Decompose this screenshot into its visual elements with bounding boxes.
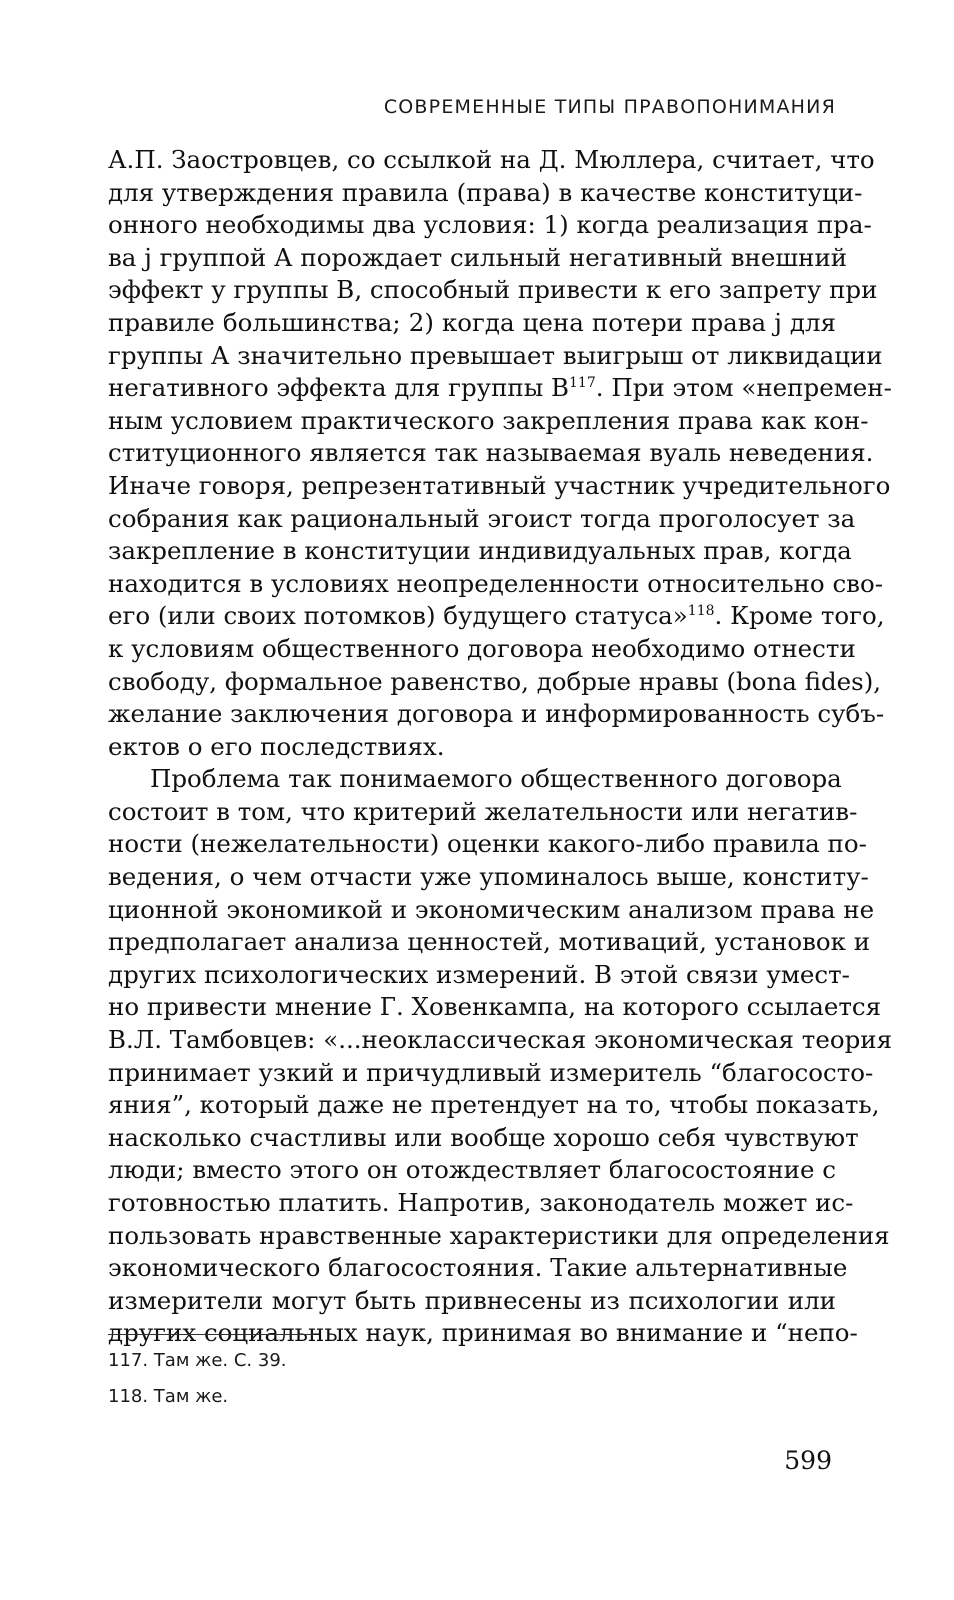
text-line: других психологических измерений. В этой связи умест- [108, 959, 850, 989]
text-line: готовностью платить. Напротив, законодатель может ис- [108, 1188, 854, 1217]
text-line: В.Л. Тамбовцев: «...неоклассическая экономическая теория [108, 1025, 893, 1055]
text-line: яния”, который даже не претендует на то, чтобы показать, [108, 1090, 880, 1120]
text-line: ституционного является так называемая вуаль неведения. [108, 438, 874, 468]
footnote-117: 117. Там же. С. 39. [108, 1350, 287, 1371]
text-line: предполагает анализа ценностей, мотиваций, установок и [108, 927, 871, 957]
text-line: других социальных наук, принимая во внимание и “непо- [108, 1318, 858, 1348]
text-line: для утверждения правила (права) в качестве конституци- [108, 177, 863, 207]
text-line: экономического благосостояния. Такие альтернативные [108, 1253, 848, 1283]
text-line: закрепление в конституции индивидуальных прав, когда [108, 536, 852, 566]
text-segment: . Кроме того, [714, 601, 885, 631]
text-line: но привести мнение Г. Ховенкампа, на которого ссылается [108, 992, 882, 1022]
text-line-with-footnote-ref [108, 600, 885, 633]
page-number: 599 [784, 1446, 832, 1475]
text-line: люди; вместо этого он отождествляет благосостояние с [108, 1155, 837, 1185]
paragraph-1 [108, 144, 892, 763]
text-segment: негативного эффекта для группы В [108, 373, 570, 403]
text-line: принимает узкий и причудливый измеритель “благососто- [108, 1057, 874, 1087]
footnote-divider [108, 1334, 314, 1335]
footnote-118: 118. Там же. [108, 1386, 229, 1407]
footnote-ref-117[interactable]: 117 [569, 375, 596, 392]
text-line: ным условием практического закрепления права как кон- [108, 405, 869, 435]
text-line: эффект у группы В, способный привести к его запрету при [108, 275, 878, 305]
text-line: к условиям общественного договора необходимо отнести [108, 633, 856, 663]
running-head: СОВРЕМЕННЫЕ ТИПЫ ПРАВОПОНИМАНИЯ [383, 96, 836, 118]
text-line: ва j группой А порождает сильный негативный внешний [108, 242, 848, 272]
text-line: ности (нежелательности) оценки какого-либо правила по- [108, 829, 867, 859]
text-line-with-footnote-ref [108, 372, 892, 405]
text-line: собрания как рациональный эгоист тогда проголосует за [108, 503, 856, 533]
text-line: группы А значительно превышает выигрыш от ликвидации [108, 340, 883, 370]
text-line: правиле большинства; 2) когда цена потери права j для [108, 307, 836, 337]
text-line: измерители могут быть привнесены из психологии или [108, 1285, 836, 1315]
text-line: ектов о его последствиях. [108, 731, 445, 761]
text-line: ведения, о чем отчасти уже упоминалось выше, конститу- [108, 862, 869, 892]
text-line: насколько счастливы или вообще хорошо себя чувствуют [108, 1122, 859, 1152]
text-segment: его (или своих потомков) будущего статуса» [108, 601, 688, 631]
text-line: ционной экономикой и экономическим анализом права не [108, 894, 875, 924]
text-line: состоит в том, что критерий желательности или негатив- [108, 796, 858, 826]
text-line: желание заключения договора и информированность субъ- [108, 699, 885, 729]
text-segment: . При этом «непремен- [595, 373, 892, 403]
text-line: находится в условиях неопределенности относительно сво- [108, 568, 883, 598]
body-text [108, 144, 893, 1350]
text-line: онного необходимы два условия: 1) когда реализация пра- [108, 210, 872, 240]
paragraph-2 [108, 763, 893, 1350]
text-line: А.П. Заостровцев, со ссылкой на Д. Мюллера, считает, что [108, 145, 875, 174]
text-line: Иначе говоря, репрезентативный участник учредительного [108, 470, 891, 500]
text-line: Проблема так понимаемого общественного договора [150, 764, 842, 794]
text-line: пользовать нравственные характеристики для определения [108, 1220, 890, 1250]
footnote-ref-118[interactable]: 118 [687, 603, 715, 620]
text-line: свободу, формальное равенство, добрые нравы (bona fides), [108, 666, 882, 696]
